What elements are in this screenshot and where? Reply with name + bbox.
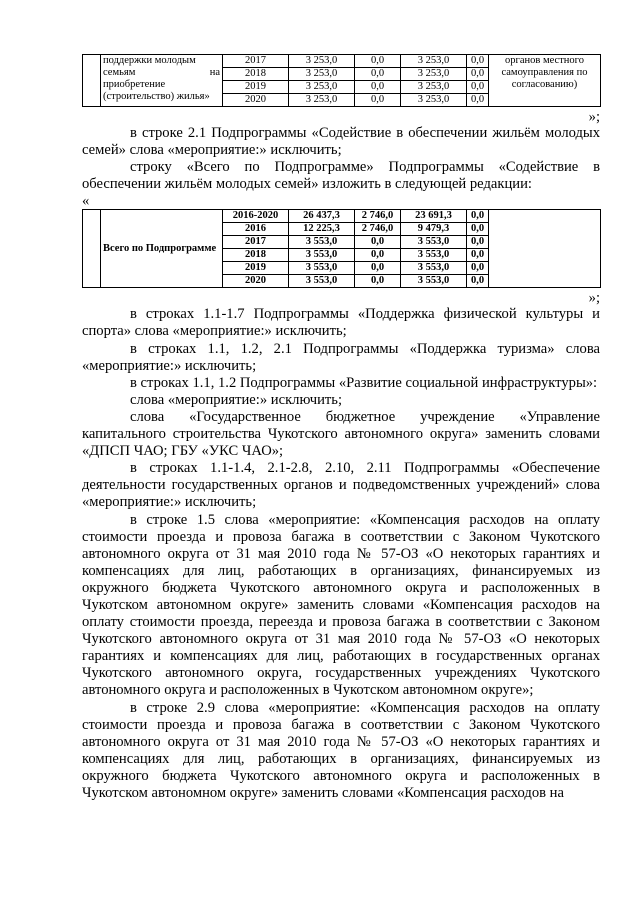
table-row-label [101, 55, 223, 107]
table-cell: 3 253,0 [289, 68, 355, 81]
table-cell: 2 746,0 [355, 223, 401, 236]
table-cell: 3 253,0 [289, 94, 355, 107]
table-cell: 3 253,0 [401, 81, 467, 94]
paragraph: слова «мероприятие:» исключить; [130, 391, 343, 408]
table-cell: 0,0 [467, 68, 489, 81]
table-cell-empty [83, 210, 101, 288]
paragraph: в строках 1.1, 1.2, 2.1 Подпрограммы «Поддержка туризма» слова «мероприятие:» исключить; [82, 340, 600, 374]
paragraph: в строке 2.9 слова «мероприятие: «Компенсация расходов на оплату стоимости проезда и провоза багажа в соответствии с Законом Чукотского автономного округа от 31 мая 2010 года № 57-ОЗ «О некоторых гарантиях и компенсациях для лиц, работающих в организациях, финансируемых из окружного бюджета Чукотского автономного округа и расположенных в Чукотском автономном округе» заменить словами «Компенсация расходов на [82, 699, 600, 801]
table-cell: 3 253,0 [289, 81, 355, 94]
label-line: семьям на [103, 67, 220, 78]
table-cell: 12 225,3 [289, 223, 355, 236]
label-line: поддержки молодым [103, 55, 196, 66]
table-cell: 2018 [223, 68, 289, 81]
table-total [82, 209, 601, 288]
table-cell: 0,0 [355, 55, 401, 68]
table-cell: 2017 [223, 236, 289, 249]
table-note: органов местного самоуправления по согласованию) [489, 55, 601, 107]
table-cell: 2020 [223, 275, 289, 288]
table-cell: 0,0 [355, 94, 401, 107]
paragraph: в строке 2.1 Подпрограммы «Содействие в обеспечении жильём молодых семей» слова «мероприятие:» исключить; [82, 125, 600, 159]
table-cell: 2019 [223, 81, 289, 94]
table-cell: 2 746,0 [355, 210, 401, 223]
table-cell-empty [83, 55, 101, 107]
table-cell: 0,0 [467, 223, 489, 236]
paragraph: слова «Государственное бюджетное учреждение «Управление капитального строительства Чукотского автономного округа» заменить словами «ДПСП ЧАО; ГБУ «УКС ЧАО»; [82, 408, 600, 460]
table-cell: 3 553,0 [289, 236, 355, 249]
table-cell: 0,0 [467, 249, 489, 262]
table-row-label: Всего по Подпрограмме [101, 210, 223, 288]
table-cell: 3 553,0 [401, 249, 467, 262]
paragraph: в строках 1.1-1.7 Подпрограммы «Поддержка физической культуры и спорта» слова «мероприятие:» исключить; [82, 306, 600, 340]
table-cell: 9 479,3 [401, 223, 467, 236]
paragraph: в строках 1.1-1.4, 2.1-2.8, 2.10, 2.11 Подпрограммы «Обеспечение деятельности государственных органов и подведомственных учреждений» слова «мероприятие:» исключить; [82, 460, 600, 511]
table-cell: 2020 [223, 94, 289, 107]
table-cell: 0,0 [355, 249, 401, 262]
table-cell-empty [489, 210, 601, 288]
table-cell: 23 691,3 [401, 210, 467, 223]
table-cell: 2016-2020 [223, 210, 289, 223]
table-cell: 0,0 [467, 81, 489, 94]
table-cell: 2016 [223, 223, 289, 236]
table-cell: 0,0 [467, 236, 489, 249]
table-cell: 2018 [223, 249, 289, 262]
label-line: приобретение [103, 79, 166, 90]
paragraph: в строке 1.5 слова «мероприятие: «Компенсация расходов на оплату стоимости проезда и провоза багажа в соответствии с Законом Чукотского автономного округа от 31 мая 2010 года № 57-ОЗ «О некоторых гарантиях и компенсациях для лиц, работающих в организациях, финансируемых из окружного бюджета Чукотского автономного округа и расположенных в Чукотском автономном округе» заменить словами «Компенсация расходов на оплату стоимости проезда, переезда и провоза багажа в соответствии с Законом Чукотского автономного округа от 31 мая 2010 года № 57-ОЗ «О некоторых гарантиях и компенсациях для лиц, работающих в государственных органах Чукотского автономного округа, государственных учреждениях Чукотского автономного округа и расположенных в Чукотском автономном округе»; [82, 511, 600, 699]
closing-quote: »; [588, 109, 600, 125]
paragraph: в строках 1.1, 1.2 Подпрограммы «Развитие социальной инфраструктуры»: [130, 374, 598, 391]
table-cell: 0,0 [467, 262, 489, 275]
table-cell: 3 553,0 [401, 275, 467, 288]
table-cell: 0,0 [355, 236, 401, 249]
table-cell: 0,0 [467, 210, 489, 223]
table-cell: 0,0 [355, 68, 401, 81]
table-cell: 3 253,0 [289, 55, 355, 68]
table-cell: 3 553,0 [401, 236, 467, 249]
table-continuation [82, 54, 601, 107]
table-cell: 3 253,0 [401, 68, 467, 81]
table-cell: 2019 [223, 262, 289, 275]
table-cell: 3 253,0 [401, 94, 467, 107]
table-cell: 0,0 [467, 94, 489, 107]
label-line: (строительство) жилья» [103, 91, 210, 102]
table-cell: 0,0 [355, 262, 401, 275]
opening-quote: « [82, 193, 90, 210]
table-cell: 3 253,0 [401, 55, 467, 68]
table-cell: 0,0 [467, 55, 489, 68]
closing-quote: »; [588, 290, 600, 307]
table-cell: 3 553,0 [289, 249, 355, 262]
table-cell: 3 553,0 [289, 262, 355, 275]
table-cell: 3 553,0 [401, 262, 467, 275]
document-page [82, 0, 600, 802]
table-cell: 0,0 [355, 275, 401, 288]
table-cell: 3 553,0 [289, 275, 355, 288]
table-cell: 0,0 [355, 81, 401, 94]
paragraph: строку «Всего по Подпрограмме» Подпрограммы «Содействие в обеспечении жильём молодых семей» изложить в следующей редакции: [82, 159, 600, 193]
table-cell: 26 437,3 [289, 210, 355, 223]
table-cell: 0,0 [467, 275, 489, 288]
table-cell: 2017 [223, 55, 289, 68]
